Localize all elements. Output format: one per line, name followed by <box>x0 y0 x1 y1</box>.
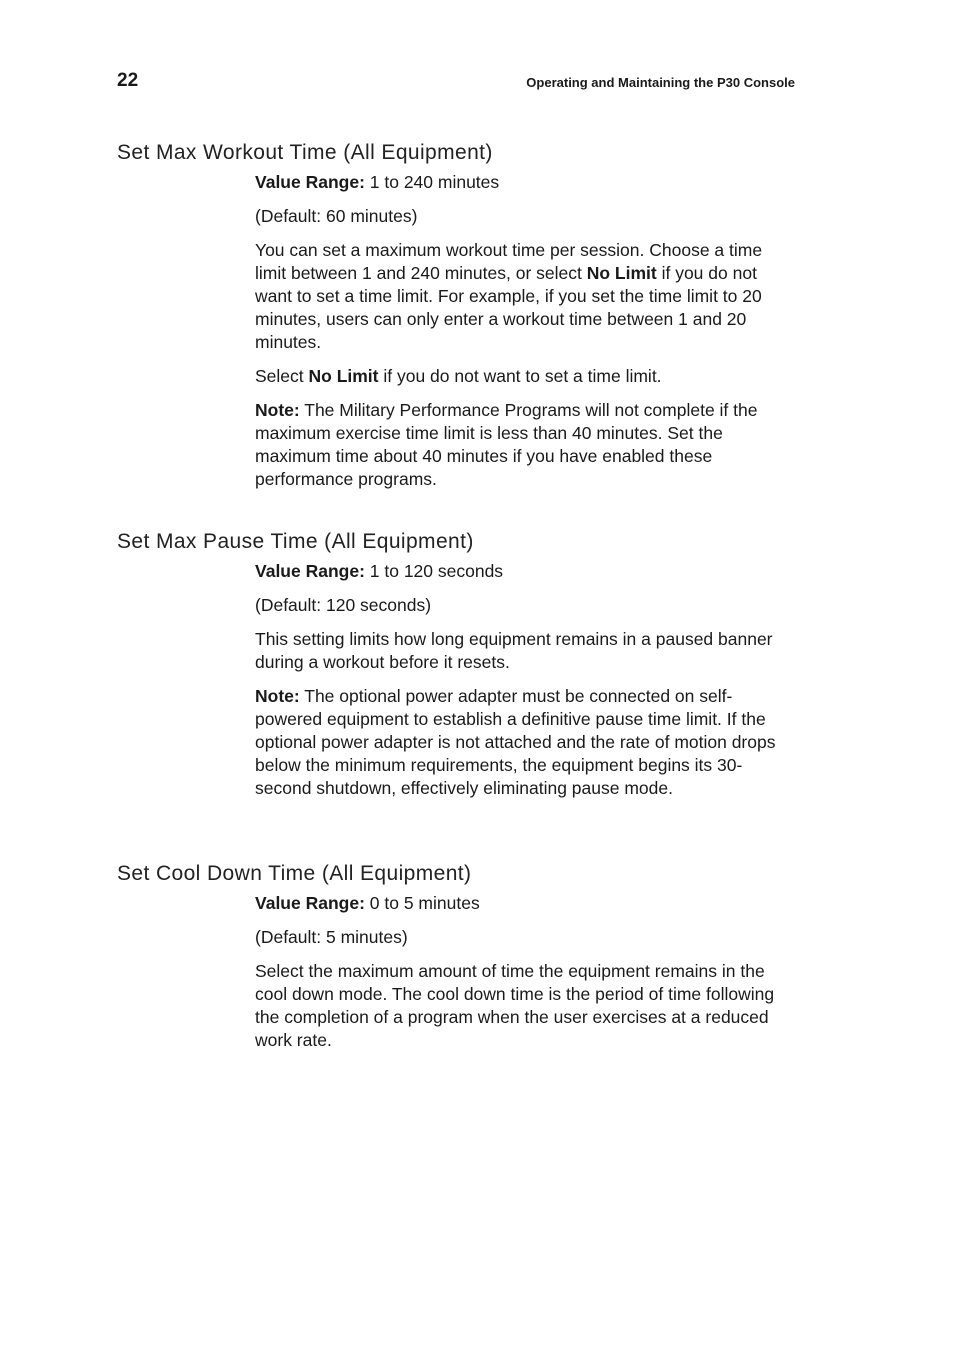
section-heading: Set Cool Down Time (All Equipment) <box>117 862 472 885</box>
value-range <box>255 892 795 915</box>
note-text: The optional power adapter must be connected on self-powered equipment to establish a definitive pause time limit. If the optional power adapter is not attached and the rate of motion drops below the minimum requirements, the equipment begins its 30-second shutdown, effectively eliminating pause mode. <box>255 686 776 798</box>
text-run: if you do not want to set a time limit. <box>378 366 662 386</box>
section-max-workout-time <box>117 140 797 502</box>
paragraph: This setting limits how long equipment remains in a paused banner during a workout before it resets. <box>255 629 773 672</box>
section-heading: Set Max Workout Time (All Equipment) <box>117 141 493 164</box>
value-range-label: Value Range: <box>255 893 365 913</box>
note <box>255 685 795 800</box>
paragraph <box>255 365 795 388</box>
section-max-pause-time <box>117 529 797 811</box>
value-range-value: 0 to 5 minutes <box>364 893 480 913</box>
value-range-label: Value Range: <box>255 172 365 192</box>
section-body <box>255 171 795 491</box>
section-body <box>255 560 795 800</box>
note-label: Note: <box>255 686 300 706</box>
paragraph <box>255 239 795 354</box>
bold-term: No Limit <box>308 366 379 386</box>
value-range-label: Value Range: <box>255 561 365 581</box>
value-range <box>255 560 795 583</box>
value-range <box>255 171 795 194</box>
paragraph: Select the maximum amount of time the equipment remains in the cool down mode. The cool down time is the period of time following the completion of a program when the user exercises at a reduced work rate. <box>255 961 775 1050</box>
section-heading: Set Max Pause Time (All Equipment) <box>117 530 474 553</box>
note-text: The Military Performance Programs will not complete if the maximum exercise time limit is less than 40 minutes. Set the maximum time about 40 minutes if you have enabled these performance programs. <box>255 400 758 489</box>
text-run: if you do not want to set a time limit. For example, if you set the time limit to 20 minutes, users can only enter a workout time between 1 and 20 minutes. <box>255 263 762 352</box>
section-cool-down-time <box>117 861 797 1063</box>
default-value: (Default: 120 seconds) <box>255 595 432 615</box>
page-number: 22 <box>117 70 139 91</box>
value-range-value: 1 to 120 seconds <box>364 561 504 581</box>
default-value: (Default: 5 minutes) <box>255 927 408 947</box>
default-value: (Default: 60 minutes) <box>255 206 418 226</box>
note <box>255 399 795 491</box>
text-run: You can set a maximum workout time per session. Choose a time limit between 1 and 240 minutes, or select <box>255 240 763 283</box>
section-body <box>255 892 795 1052</box>
text-run: Select <box>255 366 309 386</box>
value-range-value: 1 to 240 minutes <box>364 172 500 192</box>
note-label: Note: <box>255 400 300 420</box>
running-header: Operating and Maintaining the P30 Console <box>526 75 795 90</box>
bold-term: No Limit <box>586 263 657 283</box>
